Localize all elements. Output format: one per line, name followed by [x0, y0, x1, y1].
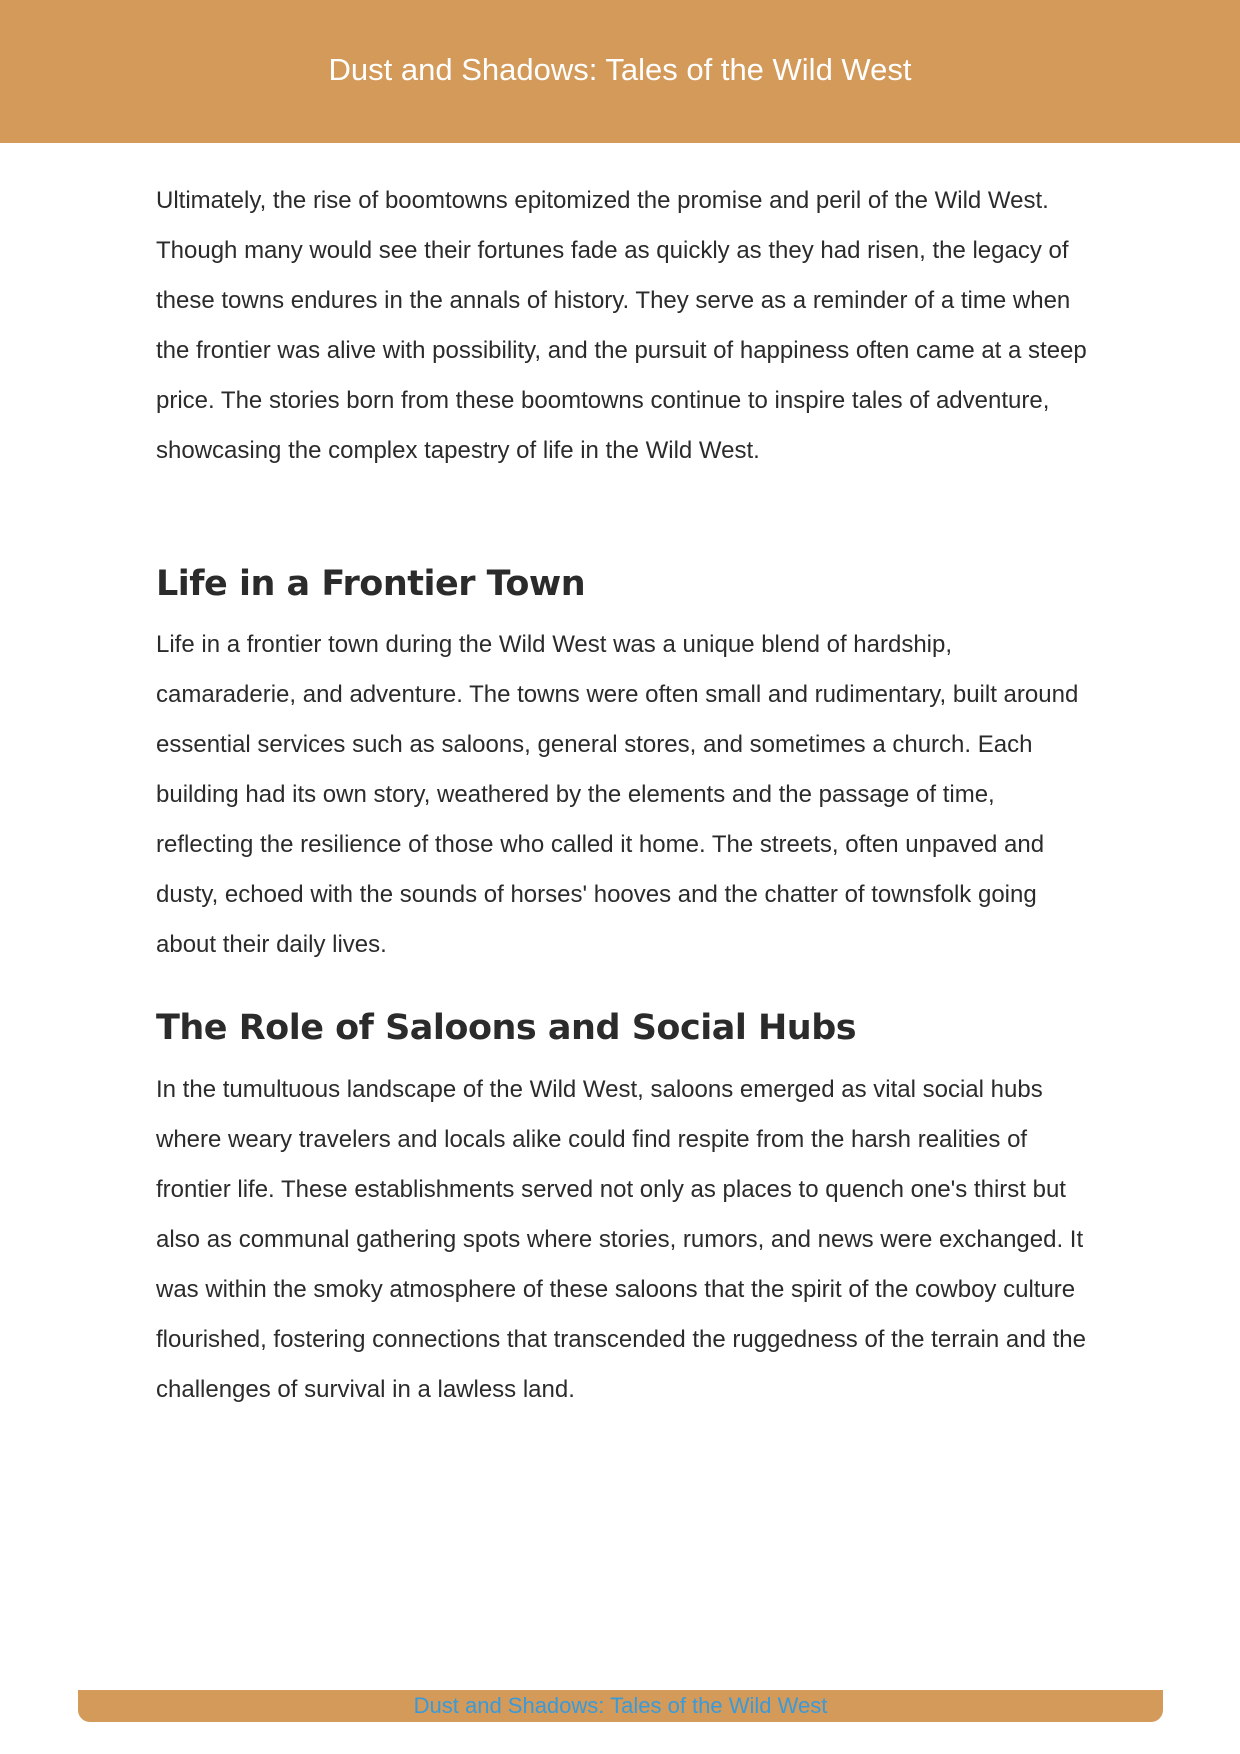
page-header-title: Dust and Shadows: Tales of the Wild West	[328, 52, 912, 87]
page-header	[0, 0, 1240, 143]
page-footer-title: Dust and Shadows: Tales of the Wild West	[413, 1693, 828, 1718]
section-heading-saloons: The Role of Saloons and Social Hubs	[156, 1008, 857, 1048]
section-heading-frontier-town: Life in a Frontier Town	[156, 564, 586, 604]
frontier-town-paragraph: Life in a frontier town during the Wild West was a unique blend of hardship, camaraderie, and adventure. The towns were often small and rudimentary, built around essential services such as saloons, general stores, and sometimes a church. Each building had its own story, weathered by the elements and the passage of time, reflecting the resilience of those who called it home. The streets, often unpaved and dusty, echoed with the sounds of horses' hooves and the chatter of townsfolk going about their daily lives.	[156, 631, 1079, 958]
page-footer	[78, 1690, 1163, 1722]
boomtowns-conclusion-paragraph: Ultimately, the rise of boomtowns epitomized the promise and peril of the Wild West. Though many would see their fortunes fade as quickly as they had risen, the legacy of these towns endures in the annals of history. They serve as a reminder of a time when the frontier was alive with possibility, and the pursuit of happiness often came at a steep price. The stories born from these boomtowns continue to inspire tales of adventure, showcasing the complex tapestry of life in the Wild West.	[156, 187, 1087, 464]
saloons-paragraph: In the tumultuous landscape of the Wild West, saloons emerged as vital social hubs where weary travelers and locals alike could find respite from the harsh realities of frontier life. These establishments served not only as places to quench one's thirst but also as communal gathering spots where stories, rumors, and news were exchanged. It was within the smoky atmosphere of these saloons that the spirit of the cowboy culture flourished, fostering connections that transcended the ruggedness of the terrain and the challenges of survival in a lawless land.	[156, 1076, 1086, 1403]
